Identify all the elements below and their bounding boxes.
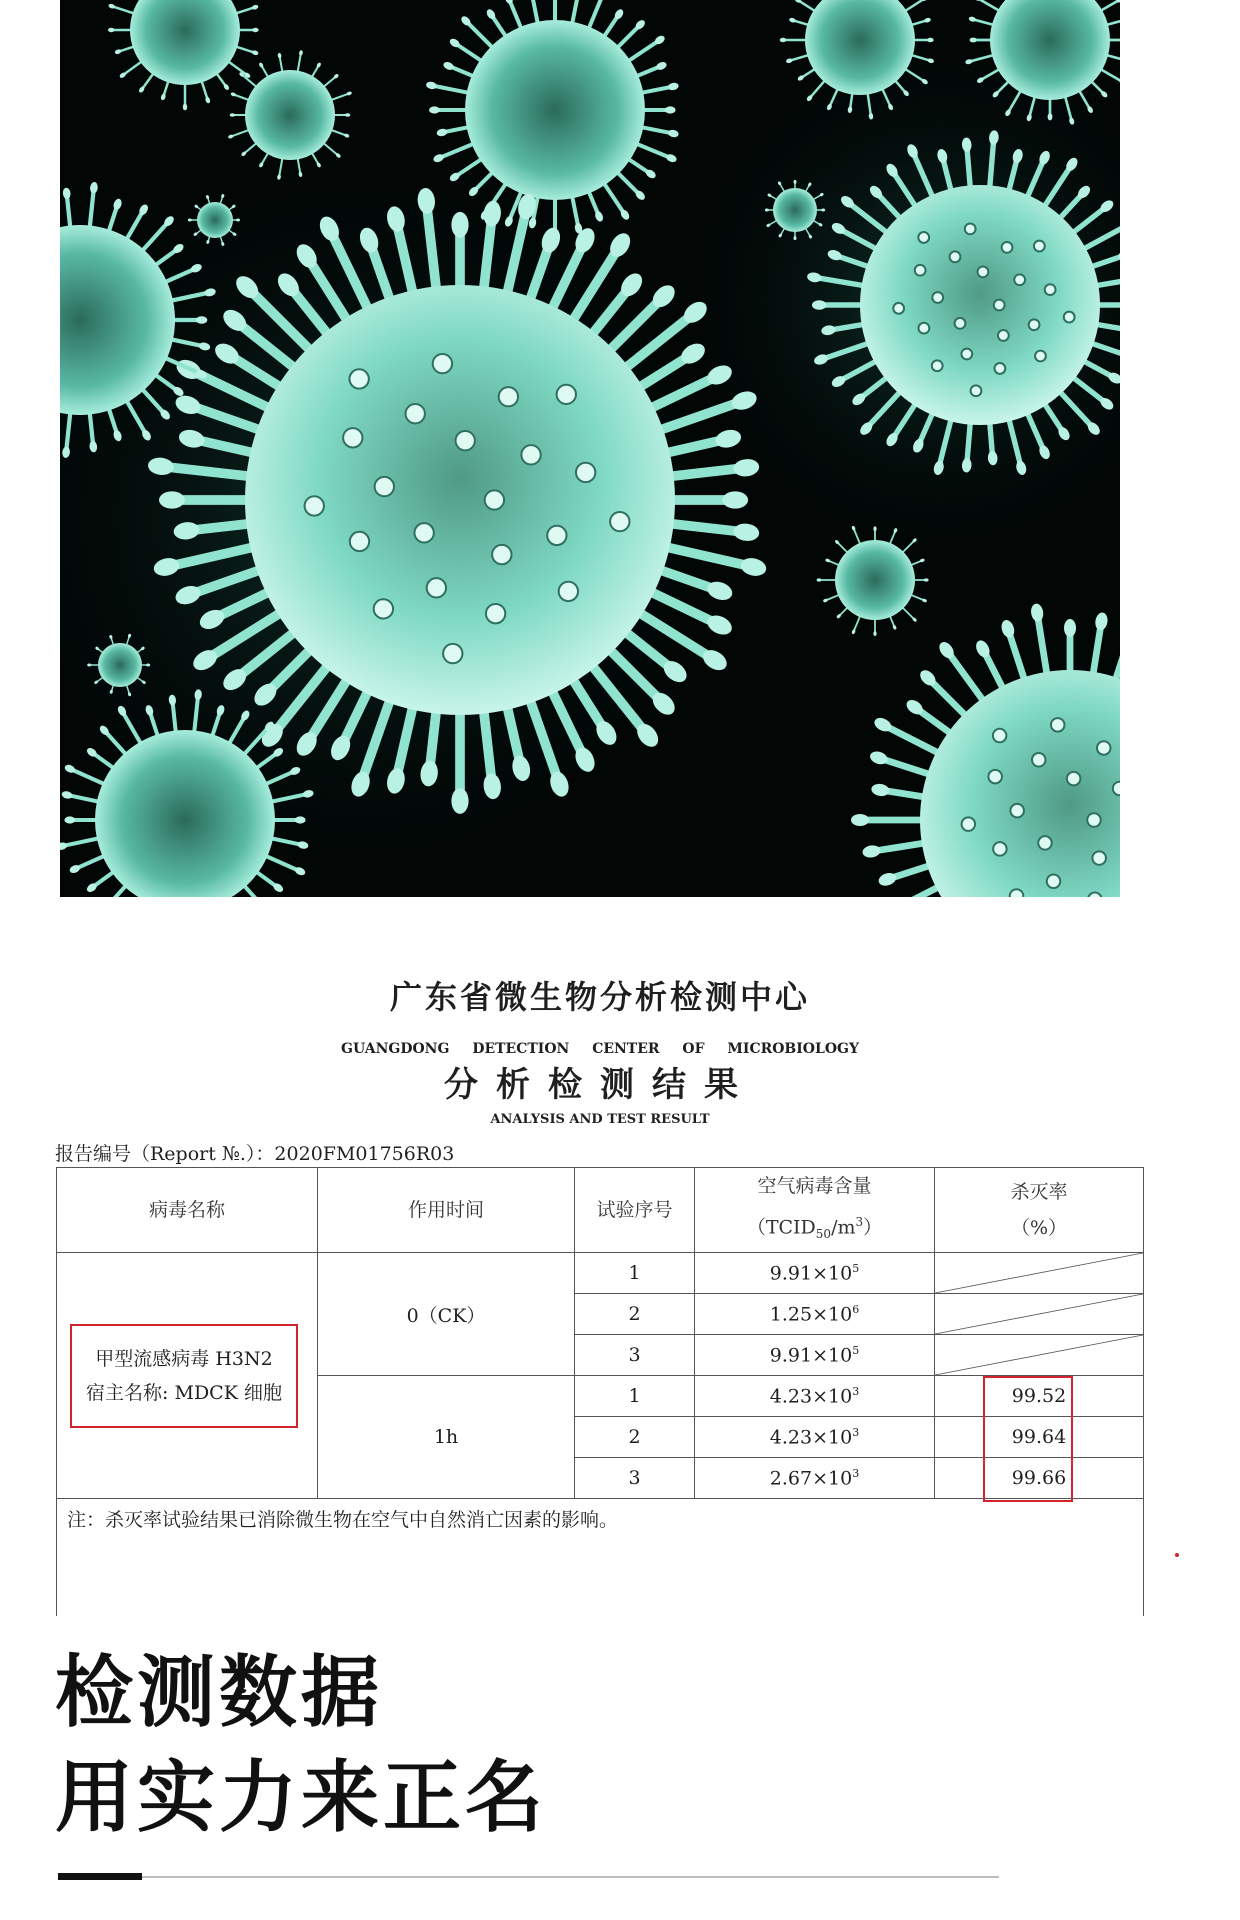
kill-cell-empty [935,1335,1144,1376]
airborne-value: 2.67×10 [769,1467,853,1490]
kill-rate-highlight [983,1376,1073,1502]
header-airborne-line1: 空气病毒含量 [757,1175,872,1197]
red-dot [1175,1553,1179,1557]
header-airborne-unit-end: ） [863,1216,883,1239]
host-name: 宿主名称: MDCK 细胞 [86,1381,282,1404]
seq-cell: 1 [575,1376,695,1417]
virus-icon [60,0,1120,897]
header-seq: 试验序号 [575,1168,695,1253]
virus-cell [57,1253,318,1499]
note-text: 注：杀灭率试验结果已消除微生物在空气中自然消亡因素的影响。 [57,1499,1144,1617]
airborne-exponent: 5 [852,1343,860,1357]
airborne-cell [695,1294,935,1335]
kill-cell: 99.52 [935,1376,1144,1417]
seq-cell: 2 [575,1417,695,1458]
report-subtitle: 分析检测结果 [444,1065,756,1105]
virus-illustration [60,0,1120,897]
seq-cell: 1 [575,1253,695,1294]
header-virus: 病毒名称 [57,1168,318,1253]
header-airborne-unit-mid: /m [831,1216,856,1239]
header-airborne-unit: （TCID [746,1216,816,1239]
airborne-cell [695,1458,935,1499]
airborne-value: 9.91×10 [769,1344,853,1367]
report-title-en: GUANGDONG DETECTION CENTER OF MICROBIOLOGY [341,1041,859,1057]
seq-cell: 3 [575,1458,695,1499]
airborne-cell [695,1253,935,1294]
virus-name-highlight [70,1324,298,1428]
header-time: 作用时间 [318,1168,575,1253]
header-kill-line2: （%） [1010,1217,1068,1240]
airborne-cell [695,1335,935,1376]
airborne-value: 4.23×10 [769,1385,853,1408]
kill-cell-empty [935,1253,1144,1294]
airborne-value: 1.25×10 [769,1303,853,1326]
seq-cell: 2 [575,1294,695,1335]
airborne-exponent: 3 [852,1466,860,1480]
report-title: 广东省微生物分析检测中心 [389,978,810,1016]
header-kill-rate [935,1168,1144,1253]
accent-bar [58,1873,142,1880]
airborne-value: 4.23×10 [769,1426,853,1449]
table-row [57,1253,1144,1294]
kill-cell: 99.64 [935,1417,1144,1458]
results-table [56,1167,1144,1616]
header-airborne [695,1168,935,1253]
airborne-cell [695,1376,935,1417]
header-airborne-sup: 3 [855,1215,864,1229]
airborne-exponent: 3 [852,1384,860,1398]
kill-cell-empty [935,1294,1144,1335]
airborne-value: 9.91×10 [769,1262,853,1285]
time-cell: 0（CK） [318,1253,575,1376]
seq-cell: 3 [575,1335,695,1376]
report-subtitle-en: ANALYSIS AND TEST RESULT [490,1112,710,1127]
note-row [57,1499,1144,1617]
airborne-exponent: 5 [852,1261,860,1275]
header-kill-line1: 杀灭率 [1010,1181,1068,1204]
slogan-line2: 用实力来正名 [55,1753,548,1843]
slogan-line1: 检测数据 [55,1648,384,1738]
table-header-row [57,1168,1144,1253]
airborne-exponent: 3 [852,1425,860,1439]
kill-cell: 99.66 [935,1458,1144,1499]
time-cell: 1h [318,1376,575,1499]
airborne-exponent: 6 [852,1302,860,1316]
header-airborne-sub: 50 [815,1227,832,1242]
divider-line [142,1876,999,1878]
airborne-cell [695,1417,935,1458]
report-number: 报告编号（Report №.）：2020FM01756R03 [55,1143,455,1165]
virus-name: 甲型流感病毒 H3N2 [95,1347,273,1370]
